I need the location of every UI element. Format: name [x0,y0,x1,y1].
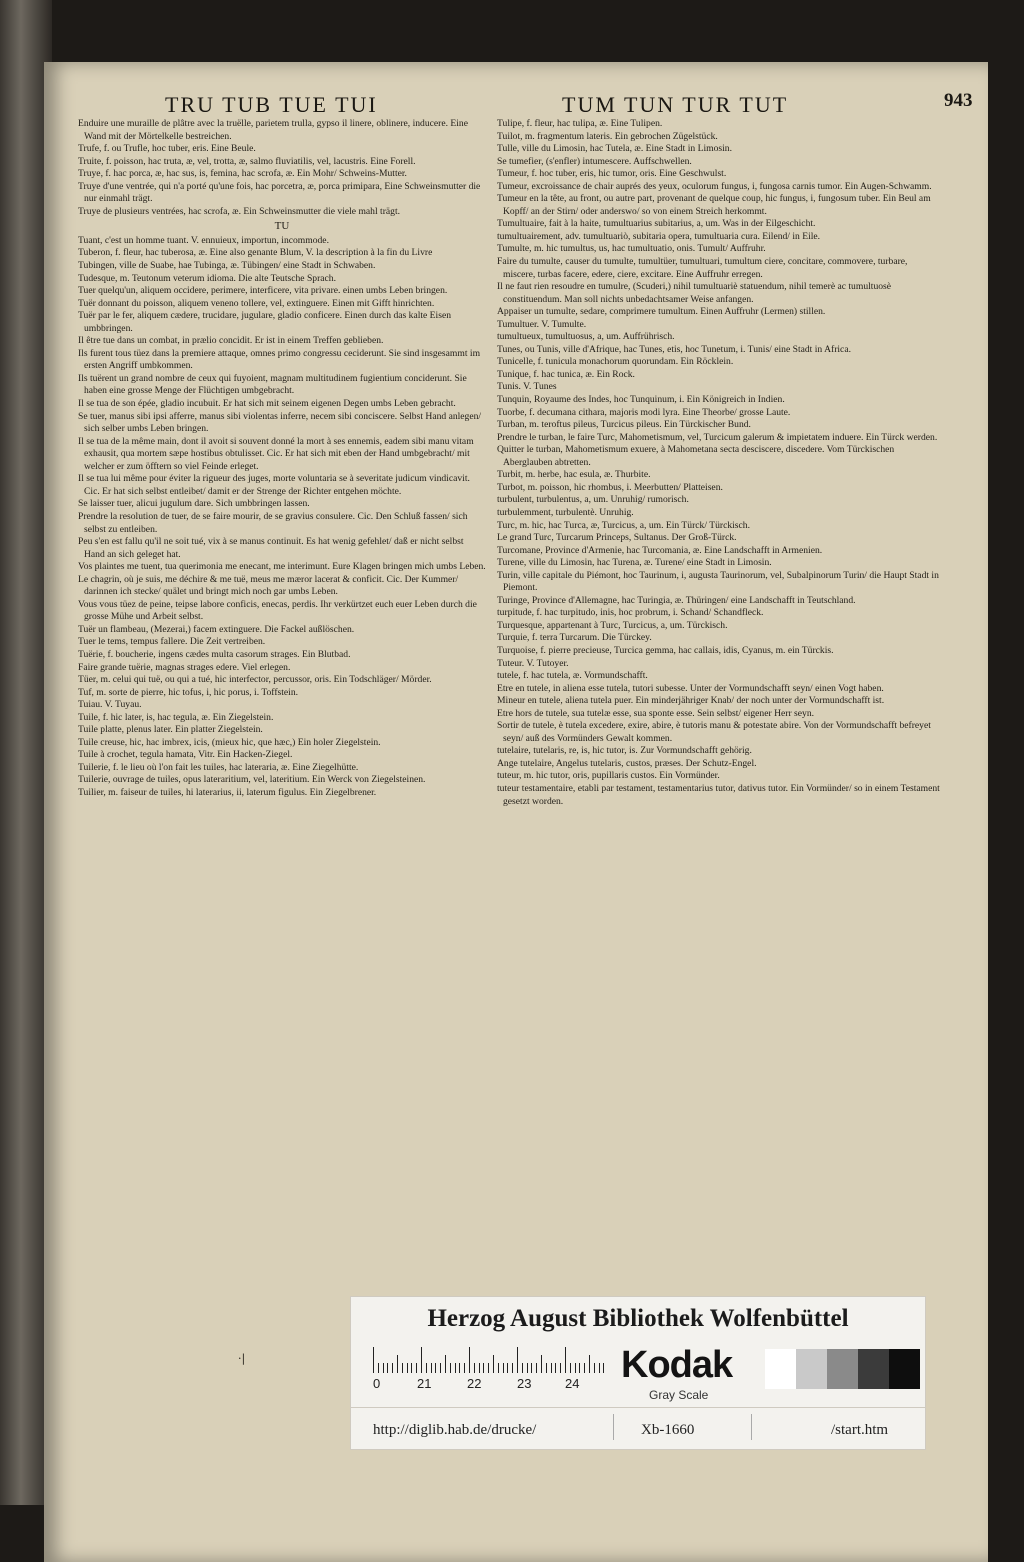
dictionary-entry: Tuër par le fer, aliquem cædere, trucidare, jugulare, gladio conficere. Einen durch das kalte Eisen umbbringen. [78,310,451,334]
dictionary-entry: Tumeur, excroissance de chair auprés des yeux, oculorum fungus, i, fungosa carnis tumor. Ein Augen-Schwamm. [497,180,932,192]
dictionary-entry: Tuer quelqu'un, aliquem occidere, perimere, interficere, vita privare. einen umbs Leben bringen. [78,285,448,297]
ruler-tick [565,1347,566,1373]
shelfmark: Xb-1660 [641,1422,695,1438]
dictionary-entry: Il se tua de son épée, gladio incubuit. Er hat sich mit seinem eigenen Degen umbs Leben gebracht. [78,398,456,410]
ruler-number: 24 [565,1376,580,1391]
dictionary-entry: Tuorbe, f. decumana cithara, majoris modi lyra. Eine Theorbe/ grosse Laute. [497,406,791,418]
running-head-left: TRU TUB TUE TUI [165,92,378,117]
ruler-tick [435,1363,436,1373]
ruler-tick [493,1355,494,1373]
dictionary-entry: Il se tua lui même pour éviter la rigueur des juges, morte voluntaria se à severitate judicum vindicavit. Cic. Er hat sich selbst entleibet/ damit er der Strenge der Richter entgehen möchte. [78,473,470,497]
gray-swatch [765,1349,796,1389]
ruler-tick [555,1363,556,1373]
ruler-tick [392,1363,393,1373]
dictionary-entry: Trufe, f. ou Trufle, hoc tuber, eris. Eine Beule. [78,143,256,155]
dictionary-entry: Enduire une muraille de plâtre avec la truëlle, parietem trulla, gypso il linere, oblinere, inducere. Eine Wand mit der Mörtelkelle bestreichen. [78,118,468,142]
ruler-tick [589,1355,590,1373]
ruler-tick [517,1347,518,1373]
dictionary-entry: Tuant, c'est un homme tuant. V. ennuieux, importun, incommode. [78,234,329,246]
dictionary-entry: Tunicelle, f. tunicula monachorum quorundam. Ein Röcklein. [497,356,734,368]
dictionary-entry: Tuilerie, f. le lieu où l'on fait les tuiles, hac lateraria, æ. Eine Ziegelhütte. [78,761,359,773]
ruler-tick [407,1363,408,1373]
ruler-tick [498,1363,499,1373]
dictionary-entry: Turquesque, appartenant à Turc, Turcicus, a, um. Türckisch. [497,619,728,631]
ruler-tick [488,1363,489,1373]
target-footer [351,1407,925,1444]
ruler-tick [431,1363,432,1373]
section-heading: TU [274,220,290,233]
dictionary-entry: Turinge, Province d'Allemagne, hac Turingia, æ. Thüringen/ eine Landschafft in Teutschland. [497,594,856,606]
dictionary-entry: Peu s'en est fallu qu'il ne soit tué, vix à se manus continuit. Es hat wenig gefehlet/ daß er nicht selbst Hand an sich geleget hat. [78,536,464,560]
page-number: 943 [944,90,973,111]
dictionary-entry: Le chagrin, où je suis, me déchire & me tuë, meus me mæror lacerat & conficit. Cic. Der Kummer/ darinnen ich stecke/ quälet und bringt mich noch gar umbs Leben. [78,573,459,598]
dictionary-entry: Se tuer, manus sibi ipsi afferre, manus sibi violentas inferre, necem sibi conciscere. Selbst Hand anlegen/ sich selber umbs Leben bringen. [78,410,482,435]
dictionary-entry: Le grand Turc, Turcarum Princeps, Sultanus. Der Groß-Türck. [497,532,737,544]
dictionary-entry: Prendre la resolution de tuer, de se faire mourir, de se gravius consulere. Cic. Den Schluß fassen/ sich selbst zu entleiben. [78,510,468,535]
dictionary-entry: Se laisser tuer, alicui jugulum dare. Sich umbbringen lassen. [78,498,310,510]
dictionary-entry: Tuilier, m. faiseur de tuiles, hi laterarius, ii, laterum figulus. Ein Ziegelbrener. [78,786,377,798]
ruler-tick [503,1363,504,1373]
dictionary-entry: tuteur testamentaire, etabli par testament, testamentarius tutor, dativus tutor. Ein Vormünder/ so in einem Testament gesetzt worden. [497,782,940,807]
dictionary-entry: tumultuairement, adv. tumultuariò, subitaria opera, tumultuaria cura. Eilend/ in Eile. [497,230,821,242]
dictionary-entry: Tumulte, m. hic tumultus, us, hac tumultuatio, onis. Tumult/ Auffruhr. [497,243,766,255]
dictionary-entry: Tuile creuse, hic, hac imbrex, icis, (mieux hic, que hæc,) Ein holer Ziegelstein. [78,736,381,748]
dictionary-entry: Tunes, ou Tunis, ville d'Afrique, hac Tunes, etis, hoc Tunetum, i. Tunis/ eine Stadt in Africa. [497,343,851,355]
left-column [78,118,486,800]
dictionary-entry: Etre hors de tutele, sua tutelæ esse, sua sponte esse. Sein selbst/ eigener Herr seyn. [497,707,815,719]
ruler-tick [512,1363,513,1373]
gray-swatch [889,1349,920,1389]
divider [751,1414,752,1440]
dictionary-entry: Turcomane, Province d'Armenie, hac Turcomania, æ. Eine Landschafft in Armenien. [497,544,823,556]
scale-ruler [373,1345,605,1391]
ruler-tick [579,1363,580,1373]
dictionary-entry: Turc, m. hic, hac Turca, æ, Turcicus, a, um. Ein Türck/ Türckisch. [497,519,750,531]
dictionary-entry: Truye d'une ventrée, qui n'a porté qu'une fois, hac porcetra, æ, porca primipara, Eine Schweinsmutter die nur einmahl trägt. [78,180,481,205]
dictionary-entry: Turquoise, f. pierre precieuse, Turcica gemma, hac callais, idis, Cyanus, m. ein Türckis. [497,644,834,656]
ruler-tick [560,1363,561,1373]
dictionary-entry: Faire du tumulte, causer du tumulte, tumultüer, tumultuari, tumultum ciere, concitare, commovere, turbare, miscere, turbas facere, edere, ciere, excitare. Eine Auffruhr erregen. [497,256,908,280]
dictionary-entry: Tüer, m. celui qui tuë, ou qui a tué, hic interfector, percussor, oris. Ein Todschläger/ Mörder. [78,674,432,686]
dictionary-entry: Tunquin, Royaume des Indes, hoc Tunquinum, i. Ein Königreich in Indien. [497,394,785,406]
dictionary-entry: Turban, m. teroftus pileus, Turcicus pileus. Ein Türckischer Bund. [497,419,751,431]
dictionary-entry: tutele, f. hac tutela, æ. Vormundschafft. [497,670,648,682]
ruler-tick [426,1363,427,1373]
ruler-tick [522,1363,523,1373]
dictionary-entry: Truye, f. hac porca, æ, hac sus, is, femina, hac scrofa, æ. Ein Mohr/ Schweins-Mutter. [78,168,407,180]
dictionary-entry: Tuile, f. hic later, is, hac tegula, æ. Ein Ziegelstein. [78,711,274,723]
dictionary-entry: Truye de plusieurs ventrées, hac scrofa, æ. Ein Schweinsmutter die viele mahl trägt. [78,205,401,217]
ruler-tick [450,1363,451,1373]
dictionary-entry: Tuile platte, plenus later. Ein platter Ziegelstein. [78,724,263,736]
dictionary-entry: Mineur en tutele, aliena tutela puer. Ein minderjähriger Knab/ der noch unter der Vormundschafft ist. [497,695,885,707]
dictionary-entry: Tuf, m. sorte de pierre, hic tofus, i, hic porus, i. Toffstein. [78,686,299,698]
dictionary-entry: Il se tua de la même main, dont il avoit si souvent donné la mort à ses ennemis, eadem sibi manu vitam exhausit, qua mortem sæpe hostibus obtulisset. Cic. Er hat sich mit eben der Hand umbgebracht/ mit welcher er zum öfftern so viel Feinde erleget. [78,435,474,472]
ruler-number: 21 [417,1376,432,1391]
dictionary-entry: turpitude, f. hac turpitudo, inis, hoc probrum, i. Schand/ Schandfleck. [497,607,764,619]
ruler-tick [575,1363,576,1373]
dictionary-entry: Faire grande tuërie, magnas strages edere. Viel erlegen. [78,661,291,673]
ruler-tick [507,1363,508,1373]
ruler-tick [445,1355,446,1373]
dictionary-entry: Tuër un flambeau, (Mezerai,) facem extinguere. Die Fackel außlöschen. [78,623,355,635]
dictionary-entry: Truite, f. poisson, hac truta, æ, vel, trotta, æ, salmo fluviatilis, vel, lacustris. Eine Forell. [78,155,416,167]
dictionary-entry: Tuilot, m. fragmentum lateris. Ein gebrochen Zügelstück. [497,130,718,142]
library-name: Herzog August Bibliothek Wolfenbüttel [427,1305,849,1332]
dictionary-entry: Tumeur en la tête, au front, ou autre part, provenant de quelque coup, hic fungus, i, fungosum tuber. Ein Beul am Kopff/ an der Stirn/ oder anderswo/ so von einem Streich herkommt. [497,193,931,217]
dictionary-entry: Tuer le tems, tempus fallere. Die Zeit vertreiben. [78,636,266,648]
ruler-tick [479,1363,480,1373]
dictionary-entry: Tumeur, f. hoc tuber, eris, hic tumor, oris. Eine Geschwulst. [497,168,727,180]
ruler-tick [474,1363,475,1373]
dictionary-entry: Turin, ville capitale du Piémont, hoc Taurinum, i, augusta Taurinorum, vel, Subalpinorum Turin/ die Haupt Stadt in Piemont. [497,569,939,594]
ruler-tick [599,1363,600,1373]
dictionary-entry: Tulipe, f. fleur, hac tulipa, æ. Eine Tulipen. [497,118,663,129]
dictionary-entry: Turbit, m. herbe, hac esula, æ. Thurbite. [497,469,651,481]
right-column [497,118,941,808]
ruler-tick [546,1363,547,1373]
dictionary-entry: Quitter le turban, Mahometismum exuere, à Mahometana secta desciscere, discedere. Vom Türckischen Aberglauben abtretten. [497,444,895,468]
dictionary-entry: Tuberon, f. fleur, hac tuberosa, æ. Eine also genante Blum, V. la description à la fin du Livre [78,247,433,259]
ruler-tick [541,1355,542,1373]
ruler-tick [383,1363,384,1373]
dictionary-entry: tumultueux, tumultuosus, a, um. Auffrührisch. [497,331,675,343]
ruler-tick [440,1363,441,1373]
ruler-tick [387,1363,388,1373]
dictionary-entry: tuteur, m. hic tutor, oris, pupillaris custos. Ein Vormünder. [497,770,720,782]
start-page-ref: /start.htm [831,1422,889,1438]
ruler-tick [603,1363,604,1373]
ruler-tick [378,1363,379,1373]
ruler-number: 22 [467,1376,482,1391]
dictionary-entry: Appaiser un tumulte, sedare, comprimere tumultum. Einen Auffruhr (Lermen) stillen. [497,306,826,318]
running-head-right: TUM TUN TUR TUT [562,92,789,117]
dictionary-entry: Ils tuërent un grand nombre de ceux qui fuyoient, magnam multitudinem fugientium conciderunt. Sie haben eine grosse Menge der Flüchtigen umbgebracht. [78,372,467,397]
printer-mark: ·| [238,1352,246,1365]
gray-swatch [827,1349,858,1389]
ruler-tick [464,1363,465,1373]
kodak-logo: Kodak [621,1344,733,1386]
dictionary-entry: turbulemment, turbulentè. Unruhig. [497,506,634,518]
library-color-target [350,1296,926,1450]
gray-swatch [858,1349,889,1389]
ruler-tick [411,1363,412,1373]
dictionary-entry: Tuërie, f. boucherie, ingens cædes multa casorum strages. Ein Blutbad. [78,648,351,660]
dictionary-entry: Tuilerie, ouvrage de tuiles, opus lateraritium, vel, lateritium. Ein Werck von Ziegelsteinen. [78,774,426,786]
dictionary-entry: Il ne faut rien resoudre en tumulre, (Scuderi,) nihil tumultuariè statuendum, nihil temerè ac tumultuosè constituendum. Man soll nichts unbedachtsamer Weise anfangen. [497,281,892,305]
ruler-tick [469,1347,470,1373]
dictionary-entry: Tuile à crochet, tegula hamata, Vitr. Ein Hacken-Ziegel. [78,749,293,761]
ruler-tick [421,1347,422,1373]
dictionary-entry: Tumultuer. V. Tumulte. [497,318,587,330]
ruler-tick [536,1363,537,1373]
dictionary-entry: turbulent, turbulentus, a, um. Unruhig/ rumorisch. [497,494,689,506]
dictionary-entry: Prendre le turban, le faire Turc, Mahometismum, vel, Turcicum galerum & impietatem induere. Ein Türck werden. [497,431,938,443]
ruler-tick [455,1363,456,1373]
ruler-tick [551,1363,552,1373]
gray-scale-label: Gray Scale [649,1388,709,1402]
dictionary-entry: Etre en tutele, in aliena esse tutela, tutori subesse. Unter der Vormundschafft seyn/ einen Vogt haben. [497,682,884,694]
dictionary-entry: Turquie, f. terra Turcarum. Die Türckey. [497,632,652,644]
ruler-tick [402,1363,403,1373]
dictionary-entry: Vos plaintes me tuent, tua querimonia me enecant, me interimunt. Eure Klagen bringen mich umbs Leben. [78,561,486,573]
gray-swatch [796,1349,827,1389]
dictionary-entry: Tudesque, m. Teutonum veterum idioma. Die alte Teutsche Sprach. [78,272,336,284]
ruler-tick [483,1363,484,1373]
dictionary-entry: Tunis. V. Tunes [497,381,557,393]
dictionary-entry: Tunique, f. hac tunica, æ. Ein Rock. [497,368,635,380]
ruler-number: 23 [517,1376,532,1391]
ruler-tick [527,1363,528,1373]
dictionary-entry: Il être tue dans un combat, in prælio concidit. Er ist in einem Treffen geblieben. [78,335,384,347]
dictionary-entry: Turbot, m. poisson, hic rhombus, i. Meerbutten/ Platteisen. [497,481,723,493]
dictionary-entry: tutelaire, tutelaris, re, is, hic tutor, is. Zur Vormundschafft gehörig. [497,745,752,757]
ruler-tick [584,1363,585,1373]
dictionary-entry: Tuiau. V. Tuyau. [78,699,142,711]
ruler-tick [416,1363,417,1373]
dictionary-entry: Ils furent tous tüez dans la premiere attaque, omnes primo congressu ceciderunt. Sie sind insgesammt im ersten Angriff umbkommen. [78,347,481,372]
divider [613,1414,614,1440]
ruler-tick [594,1363,595,1373]
ruler-tick [531,1363,532,1373]
dictionary-entry: Tuteur. V. Tutoyer. [497,657,569,669]
dictionary-entry: Sortir de tutele, è tutela excedere, exire, abire, è tutoris manu & potestate abire. Von der Vormundschafft befreyet seyn/ auß des Vormünders Gewalt kommen. [497,720,931,744]
dictionary-entry: Tuër donnant du poisson, aliquem veneno tollere, vel, extinguere. Einen mit Gifft hinrichten. [78,297,435,309]
library-url: http://diglib.hab.de/drucke/ [373,1422,537,1438]
ruler-tick [397,1355,398,1373]
dictionary-entry: Se tumefier, (s'enfler) intumescere. Auffschwellen. [497,155,692,167]
dictionary-entry: Tulle, ville du Limosin, hac Tutela, æ. Eine Stadt in Limosin. [497,143,732,155]
ruler-tick [459,1363,460,1373]
dictionary-entry: Tubingen, ville de Suabe, hae Tubinga, æ. Tübingen/ eine Stadt in Schwaben. [78,260,376,272]
dictionary-entry: Ange tutelaire, Angelus tutelaris, custos, præses. Der Schutz-Engel. [497,757,757,769]
ruler-number: 0 [373,1376,381,1391]
dictionary-entry: Tumultuaire, fait à la haite, tumultuarius subitarius, a, um. Was in der Eilgeschicht. [497,218,816,230]
ruler-tick [373,1347,374,1373]
dictionary-entry: Turene, ville du Limosin, hac Turena, æ. Turene/ eine Stadt in Limosin. [497,557,772,569]
dictionary-entry: Vous vous tüez de peine, teipse labore conficis, enecas, perdis. Ihr verkürtzet euch euer Leben durch die grosse Mühe und Arbeit selbst. [78,598,477,623]
ruler-tick [570,1363,571,1373]
